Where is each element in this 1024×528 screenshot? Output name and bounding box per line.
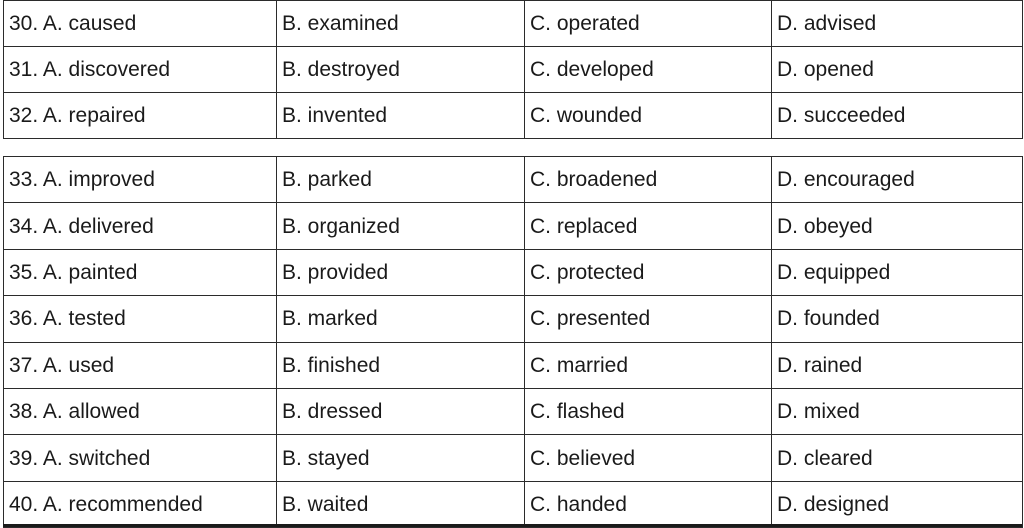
option-a-cell: 38. A. allowed [4, 388, 277, 434]
option-b-cell: B. provided [277, 249, 525, 295]
option-c-cell: C. operated [525, 1, 772, 47]
option-a-cell: 30. A. caused [4, 1, 277, 47]
answer-table-bottom [3, 156, 1023, 528]
option-d-cell: D. equipped [772, 249, 1023, 295]
question-row-38 [4, 388, 1023, 434]
option-b-cell: B. organized [277, 203, 525, 249]
option-b-cell: B. dressed [277, 388, 525, 434]
option-a-cell: 36. A. tested [4, 296, 277, 342]
question-row-35 [4, 249, 1023, 295]
option-d-cell: D. cleared [772, 435, 1023, 481]
option-b-cell: B. marked [277, 296, 525, 342]
option-d-cell: D. encouraged [772, 157, 1023, 203]
option-d-cell: D. succeeded [772, 93, 1023, 139]
option-b-cell: B. parked [277, 157, 525, 203]
question-row-34 [4, 203, 1023, 249]
option-d-cell: D. opened [772, 47, 1023, 93]
option-d-cell: D. founded [772, 296, 1023, 342]
question-row-36 [4, 296, 1023, 342]
option-d-cell: D. obeyed [772, 203, 1023, 249]
option-a-cell: 32. A. repaired [4, 93, 277, 139]
option-c-cell: C. wounded [525, 93, 772, 139]
option-d-cell: D. advised [772, 1, 1023, 47]
option-a-cell: 33. A. improved [4, 157, 277, 203]
option-a-cell: 35. A. painted [4, 249, 277, 295]
option-b-cell: B. finished [277, 342, 525, 388]
option-d-cell: D. designed [772, 481, 1023, 527]
answer-table-top [3, 0, 1023, 139]
question-row-32 [4, 93, 1023, 139]
question-row-31 [4, 47, 1023, 93]
option-d-cell: D. rained [772, 342, 1023, 388]
question-row-40 [4, 481, 1023, 527]
option-c-cell: C. flashed [525, 388, 772, 434]
option-d-cell: D. mixed [772, 388, 1023, 434]
option-c-cell: C. handed [525, 481, 772, 527]
option-c-cell: C. broadened [525, 157, 772, 203]
question-row-37 [4, 342, 1023, 388]
option-a-cell: 39. A. switched [4, 435, 277, 481]
option-b-cell: B. destroyed [277, 47, 525, 93]
option-b-cell: B. examined [277, 1, 525, 47]
option-c-cell: C. protected [525, 249, 772, 295]
option-a-cell: 40. A. recommended [4, 481, 277, 527]
question-row-33 [4, 157, 1023, 203]
option-c-cell: C. developed [525, 47, 772, 93]
option-c-cell: C. married [525, 342, 772, 388]
option-a-cell: 31. A. discovered [4, 47, 277, 93]
option-b-cell: B. invented [277, 93, 525, 139]
question-row-30 [4, 1, 1023, 47]
option-c-cell: C. presented [525, 296, 772, 342]
option-a-cell: 34. A. delivered [4, 203, 277, 249]
question-row-39 [4, 435, 1023, 481]
option-a-cell: 37. A. used [4, 342, 277, 388]
option-c-cell: C. replaced [525, 203, 772, 249]
option-b-cell: B. stayed [277, 435, 525, 481]
option-c-cell: C. believed [525, 435, 772, 481]
option-b-cell: B. waited [277, 481, 525, 527]
